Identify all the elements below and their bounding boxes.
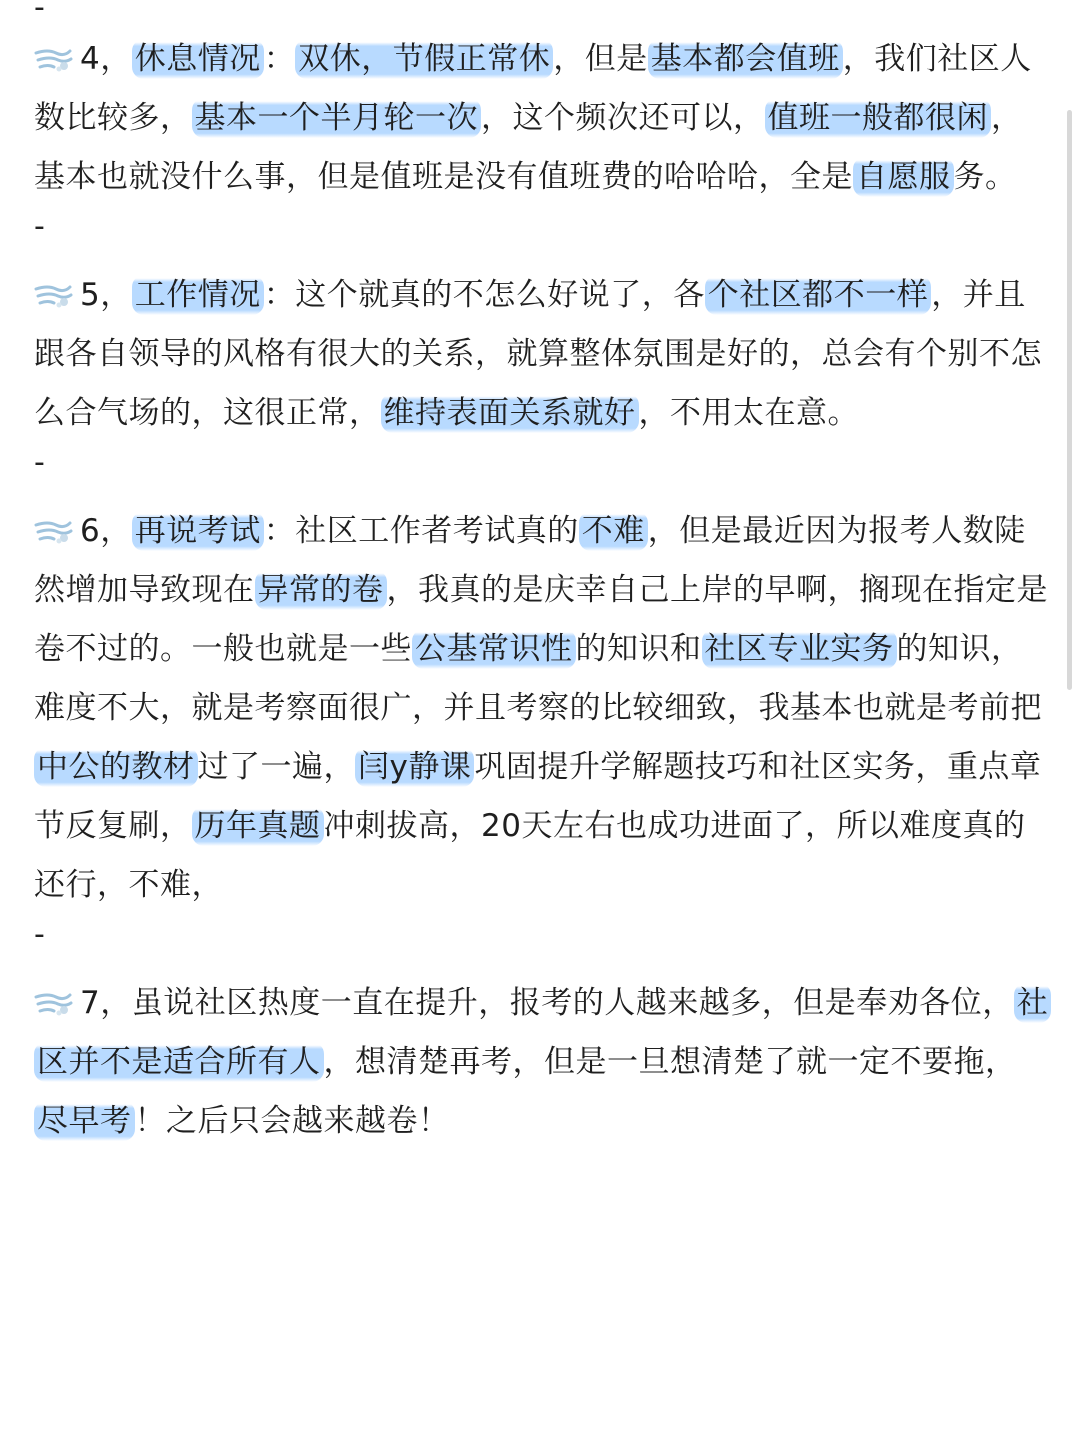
body-text: ，但是 (553, 41, 648, 77)
body-text: 巩固提升学解题技巧和社区实务，重点章节反复刷， (34, 749, 1042, 844)
body-text: ，想清楚再考，但是一旦想清楚了就一定不要拖， (323, 1044, 1017, 1080)
document-content (34, 0, 1049, 1151)
paragraph-4 (34, 30, 1049, 207)
highlighted-text: 维持表面关系就好 (381, 393, 639, 433)
wind-dash-icon (34, 506, 74, 536)
body-text: 过了一遍， (197, 749, 355, 785)
body-text: 的知识，难度不大，就是考察面很广，并且考察的比较细致，我基本也就是考前把 (34, 631, 1042, 726)
body-text: ，并且跟各自领导的风格有很大的关系，就算整体氛围是好的，总会有个别不怎么合气场的，这很正常， (34, 277, 1042, 431)
highlighted-text: 个社区都不一样 (705, 275, 932, 315)
body-text: 的知识和 (575, 631, 702, 667)
wind-dash-icon (34, 270, 74, 300)
body-text: 冲刺拔高，20天左右也成功进面了，所以难度真的还行，不难， (34, 808, 1026, 903)
body-text: ：这个就真的不怎么好说了，各 (263, 277, 705, 313)
highlighted-text: 基本都会值班 (648, 39, 843, 79)
item-number: 4， (80, 41, 132, 77)
highlighted-text: 不难 (579, 511, 648, 551)
highlighted-text: 自愿服 (853, 157, 954, 197)
highlighted-text: 中公的教材 (34, 747, 198, 787)
wind-dash-icon (34, 978, 74, 1008)
highlighted-text: 社区专业实务 (702, 629, 897, 669)
body-text: ，不用太在意。 (638, 395, 859, 431)
separator-dash: - (34, 445, 45, 480)
highlighted-text: 异常的卷 (255, 570, 387, 610)
wind-dash-icon (34, 34, 74, 64)
body-text: ，但是最近因为报考人数陡然增加导致现在 (34, 513, 1026, 608)
body-text: ： (263, 41, 296, 77)
highlighted-text: 历年真题 (192, 806, 324, 846)
highlighted-text: 再说考试 (132, 511, 264, 551)
separator-dash: - (34, 209, 45, 244)
body-text: ，这个频次还可以， (481, 100, 765, 136)
body-text: ，我真的是庆幸自己上岸的早啊，搁现在指定是卷不过的。一般也就是一些 (34, 572, 1048, 667)
scrollbar[interactable] (1067, 110, 1072, 690)
body-text: 务。 (953, 159, 1017, 195)
highlighted-text: 值班一般都很闲 (765, 98, 992, 138)
separator-dash: - (34, 0, 45, 25)
body-text: ，我们社区人数比较多， (34, 41, 1032, 136)
highlighted-text: 基本一个半月轮一次 (192, 98, 482, 138)
body-text: ，基本也就没什么事，但是值班是没有值班费的哈哈哈，全是 (34, 100, 1023, 195)
highlighted-text: 社区并不是适合所有人 (34, 983, 1051, 1082)
highlighted-text: 休息情况 (132, 39, 264, 79)
paragraph-6 (34, 502, 1049, 915)
paragraph-5 (34, 266, 1049, 443)
item-number: 5， (80, 277, 132, 313)
separator-dash: - (34, 917, 45, 952)
highlighted-text: 公基常识性 (412, 629, 576, 669)
paragraph-7 (34, 974, 1049, 1151)
highlighted-text: 工作情况 (132, 275, 264, 315)
body-text: ！之后只会越来越卷！ (134, 1103, 450, 1139)
highlighted-text: 双休，节假正常休 (295, 39, 553, 79)
item-number: 7， (80, 985, 132, 1021)
body-text: 虽说社区热度一直在提升，报考的人越来越多，但是奉劝各位， (131, 985, 1014, 1021)
body-text: ：社区工作者考试真的 (263, 513, 579, 549)
highlighted-text: 尽早考 (34, 1101, 135, 1141)
highlighted-text: 闫y静课 (355, 747, 474, 787)
item-number: 6， (80, 513, 132, 549)
